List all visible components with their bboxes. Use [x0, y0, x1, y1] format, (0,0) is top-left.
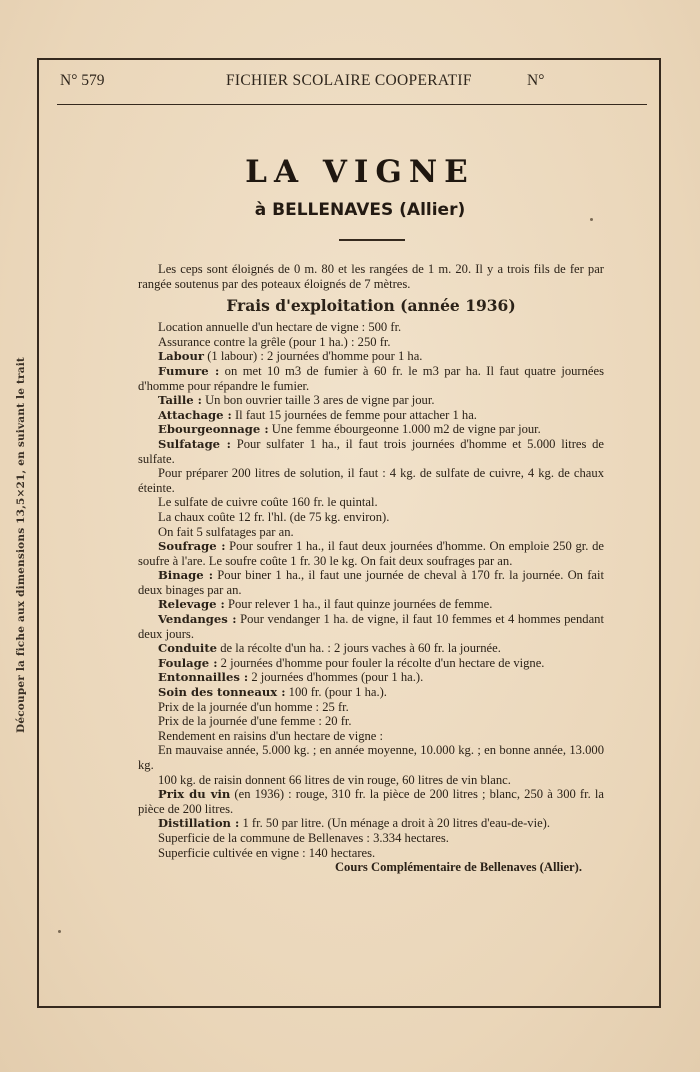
card-header	[60, 72, 650, 94]
expense-line	[138, 568, 604, 597]
expense-line	[138, 539, 604, 568]
document-subtitle: à BELLENAVES (Allier)	[254, 200, 466, 220]
signature: Cours Complémentaire de Bellenaves (Allier).	[334, 860, 582, 875]
expense-text: Pour biner 1 ha., il faut une journée de cheval à 170 fr. la journée. On fait deux binages par an.	[138, 568, 604, 597]
expense-line	[138, 393, 604, 408]
expense-text: Assurance contre la grêle (pour 1 ha.) : 250 fr.	[158, 334, 391, 349]
expense-text: de la récolte d'un ha. : 2 jours vaches à 60 fr. la journée.	[217, 641, 501, 656]
expense-text: (1 labour) : 2 journées d'homme pour 1 ha.	[204, 349, 423, 364]
expense-line	[138, 773, 604, 788]
expense-label: Entonnailles :	[158, 670, 249, 685]
expense-label: Soufrage :	[158, 539, 226, 554]
expense-line	[138, 641, 604, 656]
expense-line	[138, 320, 604, 335]
title-divider	[339, 239, 405, 241]
section-heading: Frais d'exploitation (année 1936)	[226, 296, 516, 316]
expense-text: Prix de la journée d'une femme : 20 fr.	[158, 714, 352, 729]
expense-label: Ebourgeonnage :	[158, 422, 269, 437]
expense-line	[138, 787, 604, 816]
expense-text: Pour relever 1 ha., il faut quinze journées de femme.	[224, 597, 493, 612]
expense-line	[138, 670, 604, 685]
expense-line	[138, 612, 604, 641]
expense-text: Prix de la journée d'un homme : 25 fr.	[158, 699, 349, 714]
expense-line	[138, 437, 604, 466]
expense-text: 100 fr. (pour 1 ha.).	[285, 685, 387, 700]
expense-text: Pour soufrer 1 ha., il faut deux journées d'homme. On emploie 250 gr. de soufre à l'are. Le soufre coûte 1 fr. 30 le kg. On fait deux soufrages par an.	[138, 539, 604, 568]
expense-line	[138, 816, 604, 831]
expense-line	[138, 408, 604, 423]
expense-line	[138, 495, 604, 510]
paper-speck	[590, 218, 593, 221]
expense-line	[138, 510, 604, 525]
expense-label: Sulfatage :	[158, 436, 231, 451]
expense-line	[138, 729, 604, 744]
expense-label: Soin des tonneaux :	[158, 685, 286, 700]
expense-line	[138, 525, 604, 540]
expense-line	[138, 656, 604, 671]
expense-text: Rendement en raisins d'un hectare de vigne :	[158, 728, 384, 743]
expense-text: 2 journées d'homme pour fouler la récolte d'un hectare de vigne.	[217, 655, 545, 670]
card-number-right: N°	[527, 72, 545, 89]
expense-text: Pour vendanger 1 ha. de vigne, il faut 10 femmes et 4 hommes pendant deux jours.	[138, 612, 604, 641]
expense-label: Relevage :	[158, 597, 225, 612]
expense-line	[138, 714, 604, 729]
expense-line	[138, 364, 604, 393]
expense-text: Un bon ouvrier taille 3 ares de vigne par jour.	[201, 393, 435, 408]
intro-paragraph: Les ceps sont éloignés de 0 m. 80 et les rangées de 1 m. 20. Il y a trois fils de fer par rangée soutenus par des poteaux éloignés de 7 mètres.	[138, 262, 604, 291]
expense-line	[138, 743, 604, 772]
expense-text: 100 kg. de raisin donnent 66 litres de vin rouge, 60 litres de vin blanc.	[158, 772, 511, 787]
expense-line	[138, 685, 604, 700]
cut-instruction-text: Découper la fiche aux dimensions 13,5×21, en suivant le trait	[15, 357, 27, 733]
expense-text: Le sulfate de cuivre coûte 160 fr. le quintal.	[158, 495, 378, 510]
expense-text: On fait 5 sulfatages par an.	[158, 524, 294, 539]
expense-line	[138, 700, 604, 715]
expense-label: Labour	[158, 349, 205, 364]
card-number: N° 579	[60, 72, 105, 89]
expense-text: En mauvaise année, 5.000 kg. ; en année moyenne, 10.000 kg. ; en bonne année, 13.000 kg.	[138, 743, 604, 772]
paper-speck	[58, 930, 61, 933]
expense-label: Distillation :	[158, 816, 240, 831]
expense-label: Binage :	[158, 568, 214, 583]
expense-label: Foulage :	[158, 655, 218, 670]
expense-label: Attachage :	[158, 407, 232, 422]
expense-text: Location annuelle d'un hectare de vigne : 500 fr.	[158, 320, 402, 335]
expense-text: 1 fr. 50 par litre. (Un ménage a droit à 20 litres d'eau-de-vie).	[239, 816, 551, 831]
expense-label: Prix du vin	[158, 787, 231, 802]
expense-line	[138, 597, 604, 612]
expense-line	[138, 349, 604, 364]
expense-text: La chaux coûte 12 fr. l'hl. (de 75 kg. environ).	[158, 509, 390, 524]
card-series-title: FICHIER SCOLAIRE COOPERATIF	[226, 72, 472, 89]
document-title: LA VIGNE	[245, 154, 475, 190]
expense-text: (en 1936) : rouge, 310 fr. la pièce de 200 litres ; blanc, 250 à 300 fr. la pièce de 200 litres.	[138, 787, 604, 816]
expense-text: Il faut 15 journées de femme pour attacher 1 ha.	[231, 407, 477, 422]
expense-text: Pour préparer 200 litres de solution, il faut : 4 kg. de sulfate de cuivre, 4 kg. de chaux éteinte.	[138, 466, 604, 495]
expense-line	[138, 831, 604, 846]
expense-text: Pour sulfater 1 ha., il faut trois journées d'homme et 5.000 litres de sulfate.	[138, 436, 605, 466]
expense-label: Conduite	[158, 641, 218, 656]
expense-text: 2 journées d'hommes (pour 1 ha.).	[248, 670, 424, 685]
document-body	[138, 262, 604, 875]
expense-label: Fumure :	[158, 363, 220, 378]
expense-label: Vendanges :	[158, 612, 237, 627]
expense-line	[138, 466, 604, 495]
expense-text: Superficie de la commune de Bellenaves : 3.334 hectares.	[158, 830, 449, 845]
cut-instruction	[6, 340, 36, 750]
expense-label: Taille :	[158, 393, 202, 408]
expense-line	[138, 846, 604, 861]
header-rule	[57, 104, 647, 105]
expense-text: Une femme ébourgeonne 1.000 m2 de vigne par jour.	[268, 422, 541, 437]
expense-line	[138, 422, 604, 437]
expense-text: on met 10 m3 de fumier à 60 fr. le m3 par ha. Il faut quatre journées d'homme pour répandre le fumier.	[138, 363, 604, 393]
expense-line	[138, 335, 604, 350]
expense-text: Superficie cultivée en vigne : 140 hectares.	[158, 845, 376, 860]
expense-list	[138, 320, 604, 860]
